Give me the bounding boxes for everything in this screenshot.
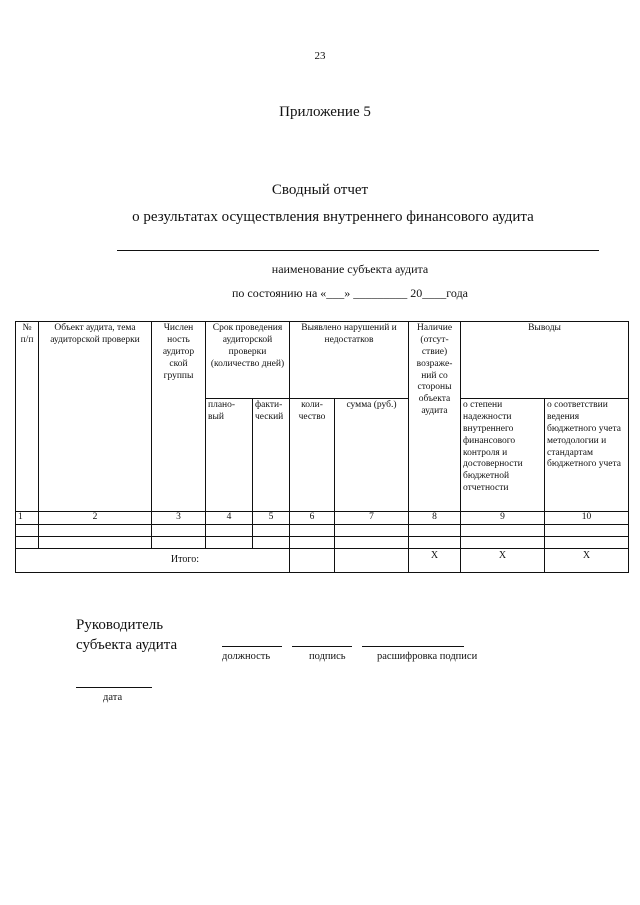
audit-report-table [15, 321, 629, 573]
page-number: 23 [314, 50, 326, 62]
total-mark: X [545, 548, 629, 572]
column-number: 6 [290, 512, 335, 525]
column-number-row [16, 512, 629, 525]
header-row-1 [16, 322, 629, 399]
header-term: Срок проведения аудиторской проверки (количество дней) [206, 322, 290, 399]
header-number: № п/п [16, 322, 39, 512]
column-number: 8 [409, 512, 461, 525]
header-object: Объект аудита, тема аудиторской проверки [39, 322, 152, 512]
column-number: 9 [461, 512, 545, 525]
column-number: 1 [16, 512, 39, 525]
total-row [16, 548, 629, 572]
total-mark: X [461, 548, 545, 572]
signature-decode-line [362, 646, 464, 647]
head-label-line2: субъекта аудита [76, 637, 178, 653]
header-group-size: Числен ность аудитор ской группы [152, 322, 206, 512]
entity-name-caption: наименование субъекта аудита [271, 262, 429, 276]
total-label: Итого: [16, 548, 290, 572]
head-label-line1: Руководитель [76, 617, 164, 633]
as-of-date-line: по состоянию на «___» _________ 20____года [231, 286, 468, 300]
column-number: 10 [545, 512, 629, 525]
signature-caption: подпись [309, 651, 346, 662]
document-title: Сводный отчет [271, 182, 369, 198]
header-actual: факти-ческий [253, 399, 290, 512]
date-caption: дата [103, 692, 123, 703]
header-count: коли-чество [290, 399, 335, 512]
total-mark: X [409, 548, 461, 572]
signature-decode-caption: расшифровка подписи [377, 651, 478, 662]
header-sum: сумма (руб.) [335, 399, 409, 512]
header-reliability: о степени надежности внутреннего финансового контроля и достоверности бюджетной отчетности [461, 399, 545, 512]
table-row [16, 536, 629, 548]
entity-name-line [117, 250, 599, 251]
date-line [76, 687, 152, 688]
header-compliance: о соответствии ведения бюджетного учета методологии и стандартам бюджетного учета [545, 399, 629, 512]
head-of-entity-label [76, 615, 177, 655]
column-number: 3 [152, 512, 206, 525]
column-number: 4 [206, 512, 253, 525]
header-violations: Выявлено нарушений и недостатков [290, 322, 409, 399]
header-planned: плано-вый [206, 399, 253, 512]
column-number: 5 [253, 512, 290, 525]
column-number: 7 [335, 512, 409, 525]
table-row [16, 524, 629, 536]
header-conclusions: Выводы [461, 322, 629, 399]
position-line [222, 646, 282, 647]
position-caption: должность [222, 651, 271, 662]
signature-line [292, 646, 352, 647]
header-objections: Наличие (отсут-ствие) возраже-ний со стороны объекта аудита [409, 322, 461, 512]
column-number: 2 [39, 512, 152, 525]
appendix-label: Приложение 5 [279, 104, 371, 120]
document-subtitle: о результатах осуществления внутреннего финансового аудита [132, 209, 534, 225]
